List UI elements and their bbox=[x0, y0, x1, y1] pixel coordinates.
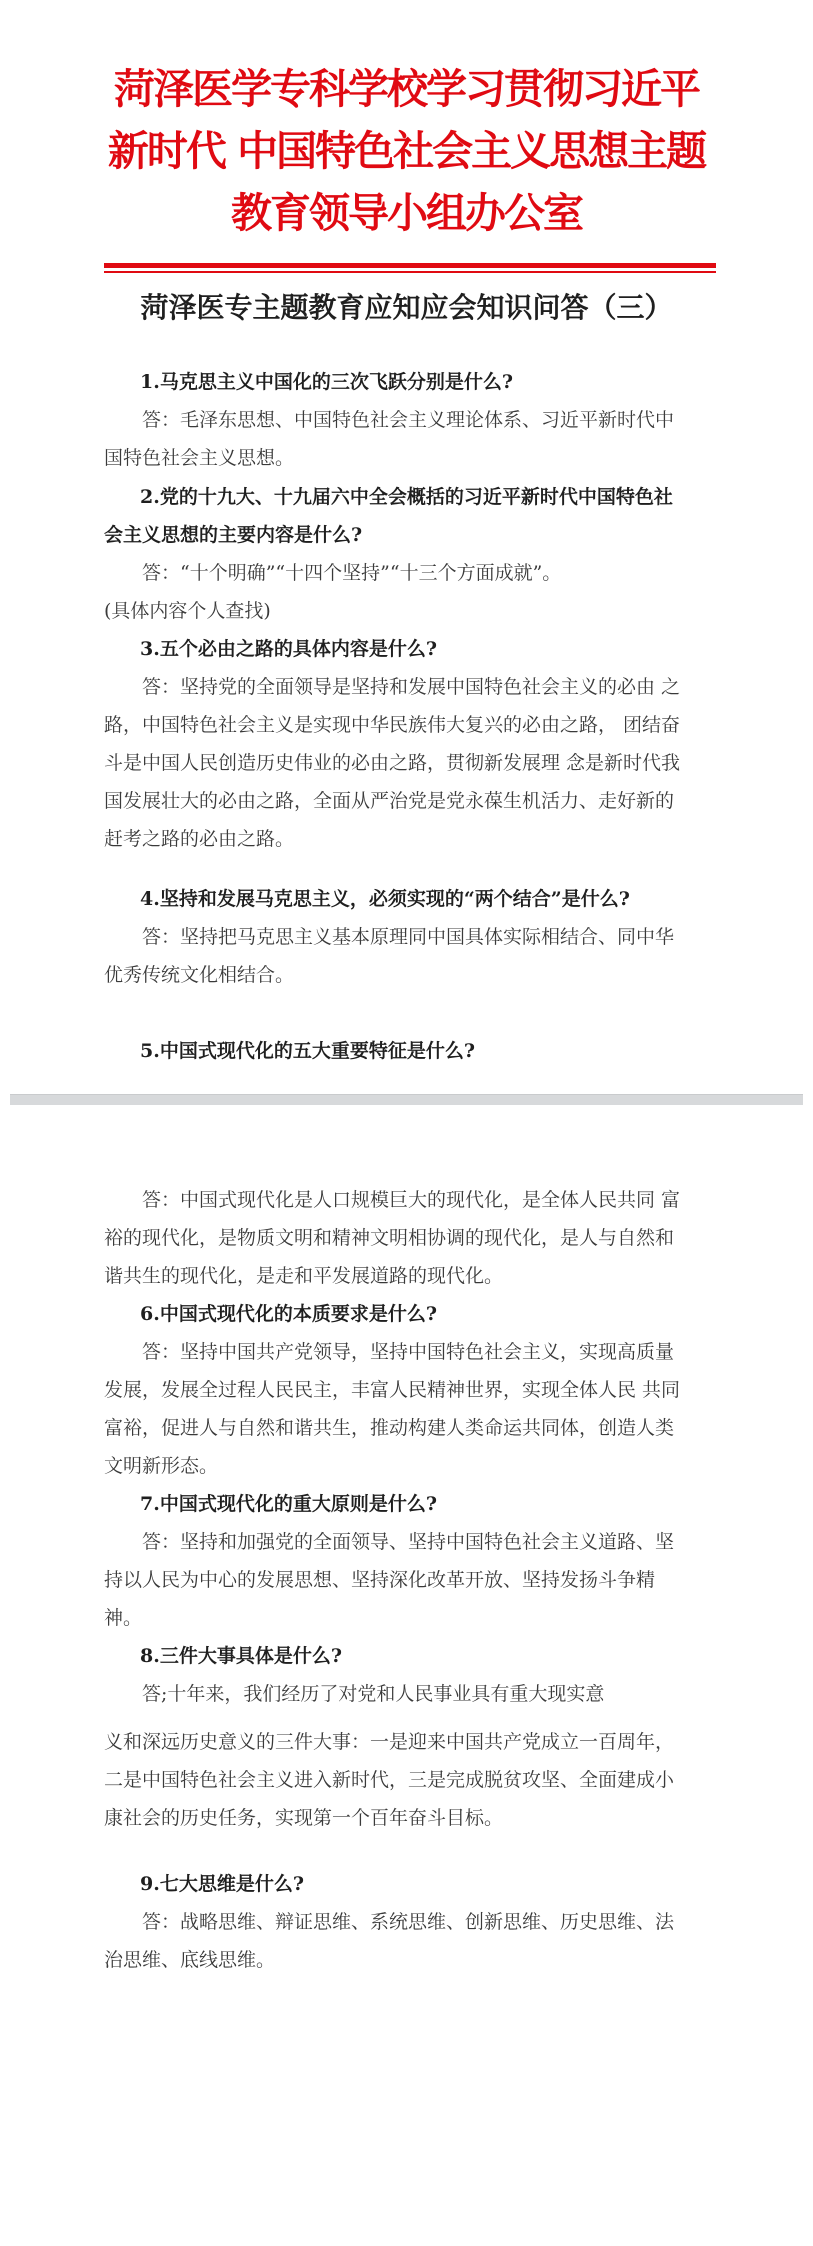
qa-item-6 bbox=[104, 1295, 690, 1485]
red-rule-thin bbox=[104, 271, 716, 273]
document-page-1 bbox=[0, 0, 813, 1095]
answer-5: 答：中国式现代化是人口规模巨大的现代化，是全体人民共同 富裕的现代化，是物质文明和精神文明相协调的现代化，是人与自然和谐共生的现代化，是走和平发展道路的现代化。 bbox=[104, 1189, 681, 1287]
red-header-rule bbox=[104, 263, 716, 273]
question-4: 4.坚持和发展马克思主义，必须实现的“两个结合”是什么? bbox=[140, 888, 630, 910]
question-6: 6.中国式现代化的本质要求是什么? bbox=[140, 1303, 437, 1325]
header-org-title: 菏泽医学专科学校学习贯彻习近平新时代 中国特色社会主义思想主题教育领导小组办公室 bbox=[107, 65, 706, 237]
qa-item-8 bbox=[104, 1637, 690, 1837]
qa-item-2 bbox=[104, 478, 690, 630]
qa-item-5-question bbox=[104, 1032, 690, 1070]
qa-item-1 bbox=[104, 363, 690, 477]
qa-item-7 bbox=[104, 1485, 690, 1637]
question-7: 7.中国式现代化的重大原则是什么? bbox=[140, 1493, 437, 1515]
question-2: 2.党的十九大、十九届六中全会概括的习近平新时代中国特色社会主义思想的主要内容是什么? bbox=[104, 486, 673, 546]
answer-6: 答：坚持中国共产党领导，坚持中国特色社会主义，实现高质量 发展，发展全过程人民民主，丰富人民精神世界，实现全体人民 共同富裕，促进人与自然和谐共生，推动构建人类命运共同体，创造人类文明新形态。 bbox=[104, 1341, 681, 1477]
answer-1: 答：毛泽东思想、中国特色社会主义理论体系、习近平新时代中国特色社会主义思想。 bbox=[104, 409, 675, 469]
question-3: 3.五个必由之路的具体内容是什么? bbox=[140, 638, 437, 660]
answer-4: 答：坚持把马克思主义基本原理同中国具体实际相结合、同中华优秀传统文化相结合。 bbox=[104, 926, 675, 986]
answer-3: 答：坚持党的全面领导是坚持和发展中国特色社会主义的必由 之路，中国特色社会主义是实现中华民族伟大复兴的必由之路， 团结奋斗是中国人民创造历史伟业的必由之路，贯彻新发展理 念是新时代我国发展壮大的必由之路，全面从严治党是党永葆生机活力、走好新的赶考之路的必由之路。 bbox=[104, 676, 681, 850]
question-9: 9.七大思维是什么? bbox=[140, 1873, 304, 1895]
answer-2-note: (具体内容个人查找) bbox=[104, 600, 271, 622]
answer-9: 答：战略思维、辩证思维、系统思维、创新思维、历史思维、法治思维、底线思维。 bbox=[104, 1911, 675, 1971]
red-rule-thick bbox=[104, 263, 716, 268]
question-8: 8.三件大事具体是什么? bbox=[140, 1645, 342, 1667]
answer-8-first-line: 答;十年来，我们经历了对党和人民事业具有重大现实意 bbox=[142, 1683, 605, 1705]
qa-item-9 bbox=[104, 1865, 690, 1979]
document-title: 菏泽医专主题教育应知应会知识问答（三） bbox=[140, 291, 673, 324]
qa-item-4 bbox=[104, 880, 690, 994]
answer-8-continued: 义和深远历史意义的三件大事：一是迎来中国共产党成立一百周年，二是中国特色社会主义进入新时代，三是完成脱贫攻坚、全面建成小康社会的历史任务，实现第一个百年奋斗目标。 bbox=[104, 1731, 675, 1829]
question-5: 5.中国式现代化的五大重要特征是什么? bbox=[140, 1040, 475, 1062]
question-1: 1.马克思主义中国化的三次飞跃分别是什么? bbox=[140, 371, 513, 393]
qa-item-5-answer bbox=[104, 1181, 690, 1295]
answer-2: 答：“十个明确”“十四个坚持”“十三个方面成就”。 bbox=[142, 562, 562, 584]
document-page-2 bbox=[0, 1105, 813, 2246]
qa-item-3 bbox=[104, 630, 690, 858]
answer-7: 答：坚持和加强党的全面领导、坚持中国特色社会主义道路、坚持以人民为中心的发展思想、坚持深化改革开放、坚持发扬斗争精神。 bbox=[104, 1531, 675, 1629]
